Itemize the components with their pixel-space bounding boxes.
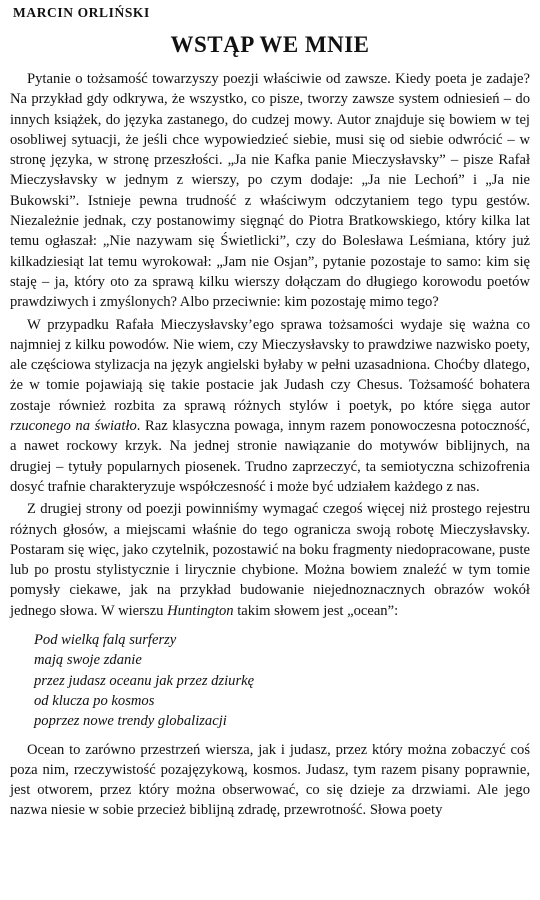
poem-line: przez judasz oceanu jak przez dziurkę <box>34 672 255 689</box>
poem-title-italic: Huntington <box>167 602 234 619</box>
article-title: WSTĄP WE MNIE <box>170 32 370 57</box>
running-head-author: MARCIN ORLIŃSKI <box>13 5 150 20</box>
article-body <box>10 69 530 821</box>
paragraph-2 <box>10 315 530 498</box>
paragraph-1-text: Pytanie o tożsamość towarzyszy poezji właściwie od zawsze. Kiedy poeta je zadaje? Na przykład gdy odkrywa, że wszystko, co pisze, tworzy zawsze system odniesień – do innych książek, do języka zastanego, do cudzej mowy. Autor znajduje się bowiem w tej osobliwej sytuacji, że jeśli chce wypowiedzieć siebie, musi się od siebie odwrócić – w stronę języka, w stronę przeszłości. „Ja nie Kafka panie Mieczysłavsky” – pisze Rafał Mieczysłavsky w jednym z wierszy, po czym dodaje: „Ja nie Lechoń” i „Ja nie Bukowski”. Istnieje pewna trudność z właściwym odczytaniem tego typu gestów. Niezależnie jednak, czy postanowimy sięgnąć do Piotra Bratkowskiego, który kilka lat temu ogłaszał: „Nie nazywam się Świetlicki”, czy do Bolesława Leśmiana, który już kilkadziesiąt lat temu wyrokował: „Jam nie Osjan”, pytanie pozostaje to samo: kim się staję – ja, który oto za sprawą kilku wierszy dołączam do długiego korowodu poetów prawdziwych i zmyślonych? Albo przeciwnie: kim pozostaję mimo tego? <box>10 71 530 311</box>
paragraph-3-text-b: takim słowem jest „ocean”: <box>233 602 399 619</box>
paragraph-2-text-b: . Raz klasyczna powaga, innym razem ponowoczesna potoczność, a nawet rockowy krzyk. Na jednej stronie nawiązanie do motywów biblijnych, na drugiej – tytuły popularnych piosenek. Trudno zaprzeczyć, ta semiotyczna schizofrenia dosyć trafnie charakteryzuje współczesność i może być udziałem każdego z nas. <box>10 418 531 495</box>
poem-quote <box>34 630 530 731</box>
book-title-italic: rzuconego na światło <box>10 418 137 435</box>
paragraph-4: Ocean to zarówno przestrzeń wiersza, jak i judasz, przez który można zobaczyć coś poza nim, rzeczywistość pozajęzykową, kosmos. Judasz, tym razem pisany poprawnie, jest otworem, przez który można obserwować, co się dzieje za drzwiami. Ale jego nazwa niesie w sobie przecież biblijną zdradę, przewrotność. Słowa poety <box>10 741 530 819</box>
poem-line: od klucza po kosmos <box>34 692 155 709</box>
paragraph-3 <box>10 499 530 621</box>
paragraph-3-text-a: Z drugiej strony od poezji powinniśmy wymagać czegoś więcej niż prostego rejestru różnych głosów, a miejscami właśnie do tego ogranicza swoją robotę Mieczysłavsky. Postaram się więc, jako czytelnik, pozostawić na boku fragmenty niedopracowane, puste lub po prostu stylistycznie i lirycznie chybione. Można bowiem znaleźć w tym tomie pomysły ciekawe, jak na przykład budowanie niejednoznacznych obrazów wokół jednego słowa. W wierszu <box>10 501 530 619</box>
poem-line: mają swoje zdanie <box>34 652 142 669</box>
paragraph-1 <box>10 69 530 313</box>
poem-line: poprzez nowe trendy globalizacji <box>34 713 227 730</box>
paragraph-2-text-a: W przypadku Rafała Mieczysłavsky’ego sprawa tożsamości wydaje się ważna co najmniej z kilku powodów. Nie wiem, czy Mieczysłavsky to prawdziwe nazwisko poety, ale częściowa stylizacja na język angielski byłaby w pełni uzasadniona. Choćby dlatego, że w tomie pojawiają się takie postacie jak Judash czy Chesus. Tożsamość bohatera zostaje również rozbita za sprawą różnych stylów i poetyk, po które sięga autor <box>10 316 530 414</box>
poem-line: Pod wielką falą surferzy <box>34 632 177 649</box>
